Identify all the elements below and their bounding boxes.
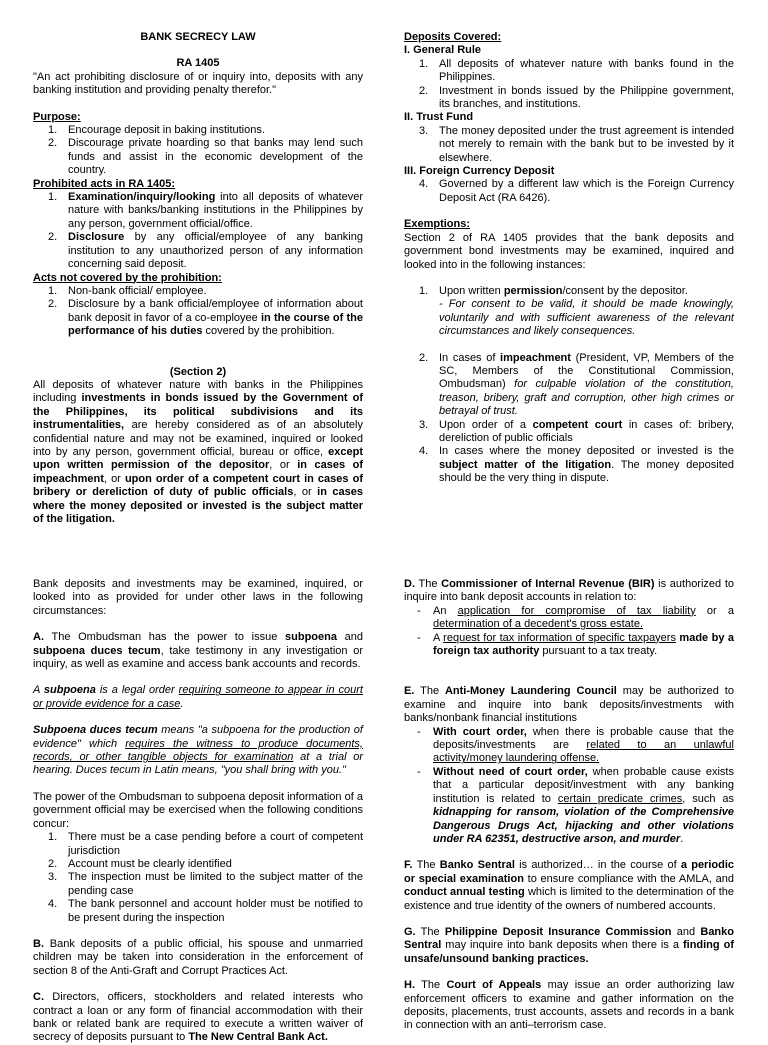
acts-not-covered-item bbox=[33, 298, 363, 338]
paragraph-d-bir: D. The Commissioner of Internal Revenue (BIR) is authorized to inquire into bank deposit accounts in relation to: bbox=[404, 578, 735, 604]
list-text: Discourage private hoarding so that banks may lend such funds and assist in the economic development of the country. bbox=[68, 137, 363, 177]
condition-item bbox=[33, 898, 363, 925]
list-number: 1. bbox=[48, 191, 58, 204]
list-number: 2. bbox=[48, 298, 58, 311]
deposits-covered-heading: Deposits Covered: bbox=[404, 31, 502, 43]
list-text: The bank personnel and account holder must be notified to be present during the inspection bbox=[68, 898, 363, 924]
paragraph-g-pdic: G. The Philippine Deposit Insurance Commission and Banko Sentral may inquire into bank deposits when there is a finding of unsafe/unsound banking practices. bbox=[404, 925, 734, 965]
exemption-item bbox=[404, 419, 734, 446]
trust-fund-subheading: II. Trust Fund bbox=[404, 111, 474, 124]
dash-bullet: - bbox=[417, 631, 421, 644]
amlc-item bbox=[404, 726, 734, 766]
exemption-consent-note: - For consent to be valid, it should be made knowingly, voluntarily and with sufficient awareness of the relevant circumstances and likely consequences. bbox=[439, 298, 734, 338]
exemption-item bbox=[404, 285, 734, 298]
foreign-currency-subheading: III. Foreign Currency Deposit bbox=[404, 165, 555, 178]
paragraph-h-court-of-appeals: H. The Court of Appeals may issue an order authorizing law enforcement officers to examine and gather information on the deposits, placements, trust accounts, assets and records in a bank in connection with an anti–terrorism case. bbox=[404, 979, 734, 1032]
condition-item bbox=[33, 871, 363, 898]
paragraph-e-amlc: E. The Anti-Money Laundering Council may be authorized to examine and inquire into bank deposits/investments with banks/nonbank financial institutions bbox=[404, 685, 734, 725]
exemption-item bbox=[404, 352, 734, 419]
deposits-item bbox=[404, 178, 734, 205]
prohibited-acts-heading: Prohibited acts in RA 1405: bbox=[33, 177, 176, 190]
list-text: A request for tax information of specific taxpayers made by a foreign tax authority pursuant to a tax treaty. bbox=[433, 631, 734, 658]
acts-not-covered-heading: Acts not covered by the prohibition: bbox=[33, 271, 222, 284]
page2-right-column bbox=[404, 578, 734, 1045]
bir-item bbox=[404, 632, 734, 659]
purpose-item bbox=[33, 124, 363, 137]
page1-right-column bbox=[404, 31, 734, 526]
list-number: 2. bbox=[48, 231, 58, 244]
list-number: 2. bbox=[419, 84, 429, 97]
list-text: Encourage deposit in baking institutions. bbox=[68, 124, 265, 137]
list-text: In cases where the money deposited or invested is the subject matter of the litigation. The money deposited should be the very thing in dispute. bbox=[439, 445, 735, 485]
exemption-item bbox=[404, 445, 734, 485]
paragraph-f-banko-sentral: F. The Banko Sentral is authorized… in the course of a periodic or special examination to ensure compliance with the AMLA, and conduct annual testing which is limited to the determination of the existence and true identity of the owners of numbered accounts. bbox=[404, 859, 735, 912]
prohibited-item bbox=[33, 191, 363, 231]
list-number: 2. bbox=[48, 857, 58, 870]
list-number: 1. bbox=[48, 284, 58, 297]
doc-title: BANK SECRECY LAW bbox=[140, 31, 256, 43]
subpoena-definition: A subpoena is a legal order requiring someone to appear in court or provide evidence for a case. bbox=[33, 684, 363, 710]
doc-subtitle-ra: RA 1405 bbox=[176, 57, 220, 70]
document-page-1 bbox=[0, 31, 768, 526]
list-number: 3. bbox=[48, 871, 58, 884]
page1-left-column bbox=[33, 31, 363, 526]
list-text: Without need of court order, when probable cause exists that a particular deposit/investment with any banking institution is related to certain predicate crimes, such as kidnapping for ransom, violation of the Comprehensive Dangerous Drugs Act, hijacking and other violations under RA 62351, destructive arson, and murder. bbox=[433, 765, 734, 845]
deposits-item bbox=[404, 125, 734, 165]
paragraph-c-dosri: C. Directors, officers, stockholders and related interests who contract a loan or any form of financial accommodation with their bank or related bank are required to execute a written waiver of secrecy of deposits pursuant to The New Central Bank Act. bbox=[33, 991, 363, 1044]
deposits-item bbox=[404, 58, 734, 85]
list-text: There must be a case pending before a court of competent jurisdiction bbox=[68, 831, 363, 857]
list-text: Governed by a different law which is the Foreign Currency Deposit Act (RA 6426). bbox=[439, 178, 734, 204]
subpoena-duces-tecum-definition: Subpoena duces tecum means "a subpoena for the production of evidence" which requires the witness to produce documents, records, or other tangible objects for examination at a trial or hearing. Duces tecum in Latin means, "you shall bring with you." bbox=[33, 724, 363, 777]
list-number: 1. bbox=[419, 57, 429, 70]
list-text: Disclosure by a bank official/employee of information about bank deposit in favor of a co-employee in the course of the performance of his duties covered by the prohibition. bbox=[68, 298, 363, 338]
list-text: The money deposited under the trust agreement is intended not merely to remain with the bank but to be invested by it elsewhere. bbox=[439, 124, 734, 164]
list-number: 4. bbox=[419, 178, 429, 191]
dash-bullet: - bbox=[417, 765, 421, 778]
ombudsman-power-intro: The power of the Ombudsman to subpoena deposit information of a government official may be exercised when the following conditions concur: bbox=[33, 790, 363, 830]
list-number: 1. bbox=[48, 831, 58, 844]
list-number: 4. bbox=[48, 898, 58, 911]
paragraph-b-public-official: B. Bank deposits of a public official, his spouse and unmarried children may be taken into consideration in the enforcement of section 8 of the Anti-Graft and Corrupt Practices Act. bbox=[33, 937, 363, 977]
dash-bullet: - bbox=[417, 725, 421, 738]
list-text: Upon order of a competent court in cases of: bribery, dereliction of public officials bbox=[439, 418, 734, 444]
list-text: In cases of impeachment (President, VP, Members of the SC, Members of the Constitutional Commission, Ombudsman) for culpable violation of the constitution, treason, bribery, graft and corruption, other high crimes or betrayal of trust. bbox=[439, 351, 734, 418]
list-text: An application for compromise of tax liability or a determination of a decedent's gross estate. bbox=[433, 604, 734, 631]
amlc-item bbox=[404, 766, 734, 846]
purpose-heading: Purpose: bbox=[33, 110, 81, 123]
page2-left-column bbox=[33, 578, 363, 1045]
other-laws-intro: Bank deposits and investments may be examined, inquired, or looked into as provided for under other laws in the following circumstances: bbox=[33, 578, 363, 617]
list-number: 1. bbox=[419, 284, 429, 297]
list-text: Investment in bonds issued by the Philippine government, its branches, and institutions. bbox=[439, 84, 734, 111]
list-number: 2. bbox=[48, 137, 58, 150]
general-rule-subheading: I. General Rule bbox=[404, 44, 482, 57]
condition-item bbox=[33, 831, 363, 858]
list-number: 4. bbox=[419, 445, 429, 458]
list-text: The inspection must be limited to the subject matter of the pending case bbox=[68, 871, 363, 897]
law-quote-paragraph: "An act prohibiting disclosure of or inquiry into, deposits with any banking institution and providing penalty therefor." bbox=[33, 70, 363, 97]
exemptions-heading: Exemptions: bbox=[404, 218, 471, 231]
purpose-item bbox=[33, 137, 363, 177]
list-number: 3. bbox=[419, 418, 429, 431]
section2-heading: (Section 2) bbox=[169, 365, 227, 378]
list-text: With court order, when there is probable cause that the deposits/investments are related to an unlawful activity/money laundering offense. bbox=[433, 725, 734, 765]
list-text: Examination/inquiry/looking into all deposits of whatever nature with banks/banking institutions in the Philippines by any person, government official/office. bbox=[68, 191, 363, 230]
list-text: Disclosure by any official/employee of any banking institution to any unauthorized person of any information concerning said deposit. bbox=[68, 231, 363, 271]
list-number: 2. bbox=[419, 351, 429, 364]
list-text: All deposits of whatever nature with banks found in the Philippines. bbox=[439, 57, 734, 84]
document-page-2 bbox=[0, 578, 768, 1045]
list-number: 1. bbox=[48, 124, 58, 137]
dash-bullet: - bbox=[417, 604, 421, 617]
condition-item bbox=[33, 858, 363, 871]
prohibited-item bbox=[33, 231, 363, 271]
acts-not-covered-item bbox=[33, 285, 363, 298]
paragraph-a-ombudsman: A. The Ombudsman has the power to issue subpoena and subpoena duces tecum, take testimony in any investigation or inquiry, as well as examine and access bank accounts and records. bbox=[33, 631, 364, 671]
list-text: Non-bank official/ employee. bbox=[68, 284, 207, 297]
section2-paragraph: All deposits of whatever nature with banks in the Philippines including investments in bonds issued by the Government of the Philippines, its political subdivisions and its instrumentalities, are hereby considered as of an absolutely confidential nature and may not be examined, inquired or looked into by any person, government official, bureau or office, except upon written permission of the depositor, or in cases of impeachment, or upon order of a competent court in cases of bribery or dereliction of duty of public officials, or in cases where the money deposited or invested is the subject matter of the litigation. bbox=[33, 378, 363, 525]
list-text: Account must be clearly identified bbox=[68, 857, 232, 870]
deposits-item bbox=[404, 85, 734, 112]
exemptions-intro: Section 2 of RA 1405 provides that the bank deposits and government bond investments may be examined, inquired and looked into in the following instances: bbox=[404, 231, 734, 271]
list-number: 3. bbox=[419, 124, 429, 137]
list-text: Upon written permission/consent by the depositor. bbox=[439, 284, 688, 297]
bir-item bbox=[404, 605, 734, 632]
